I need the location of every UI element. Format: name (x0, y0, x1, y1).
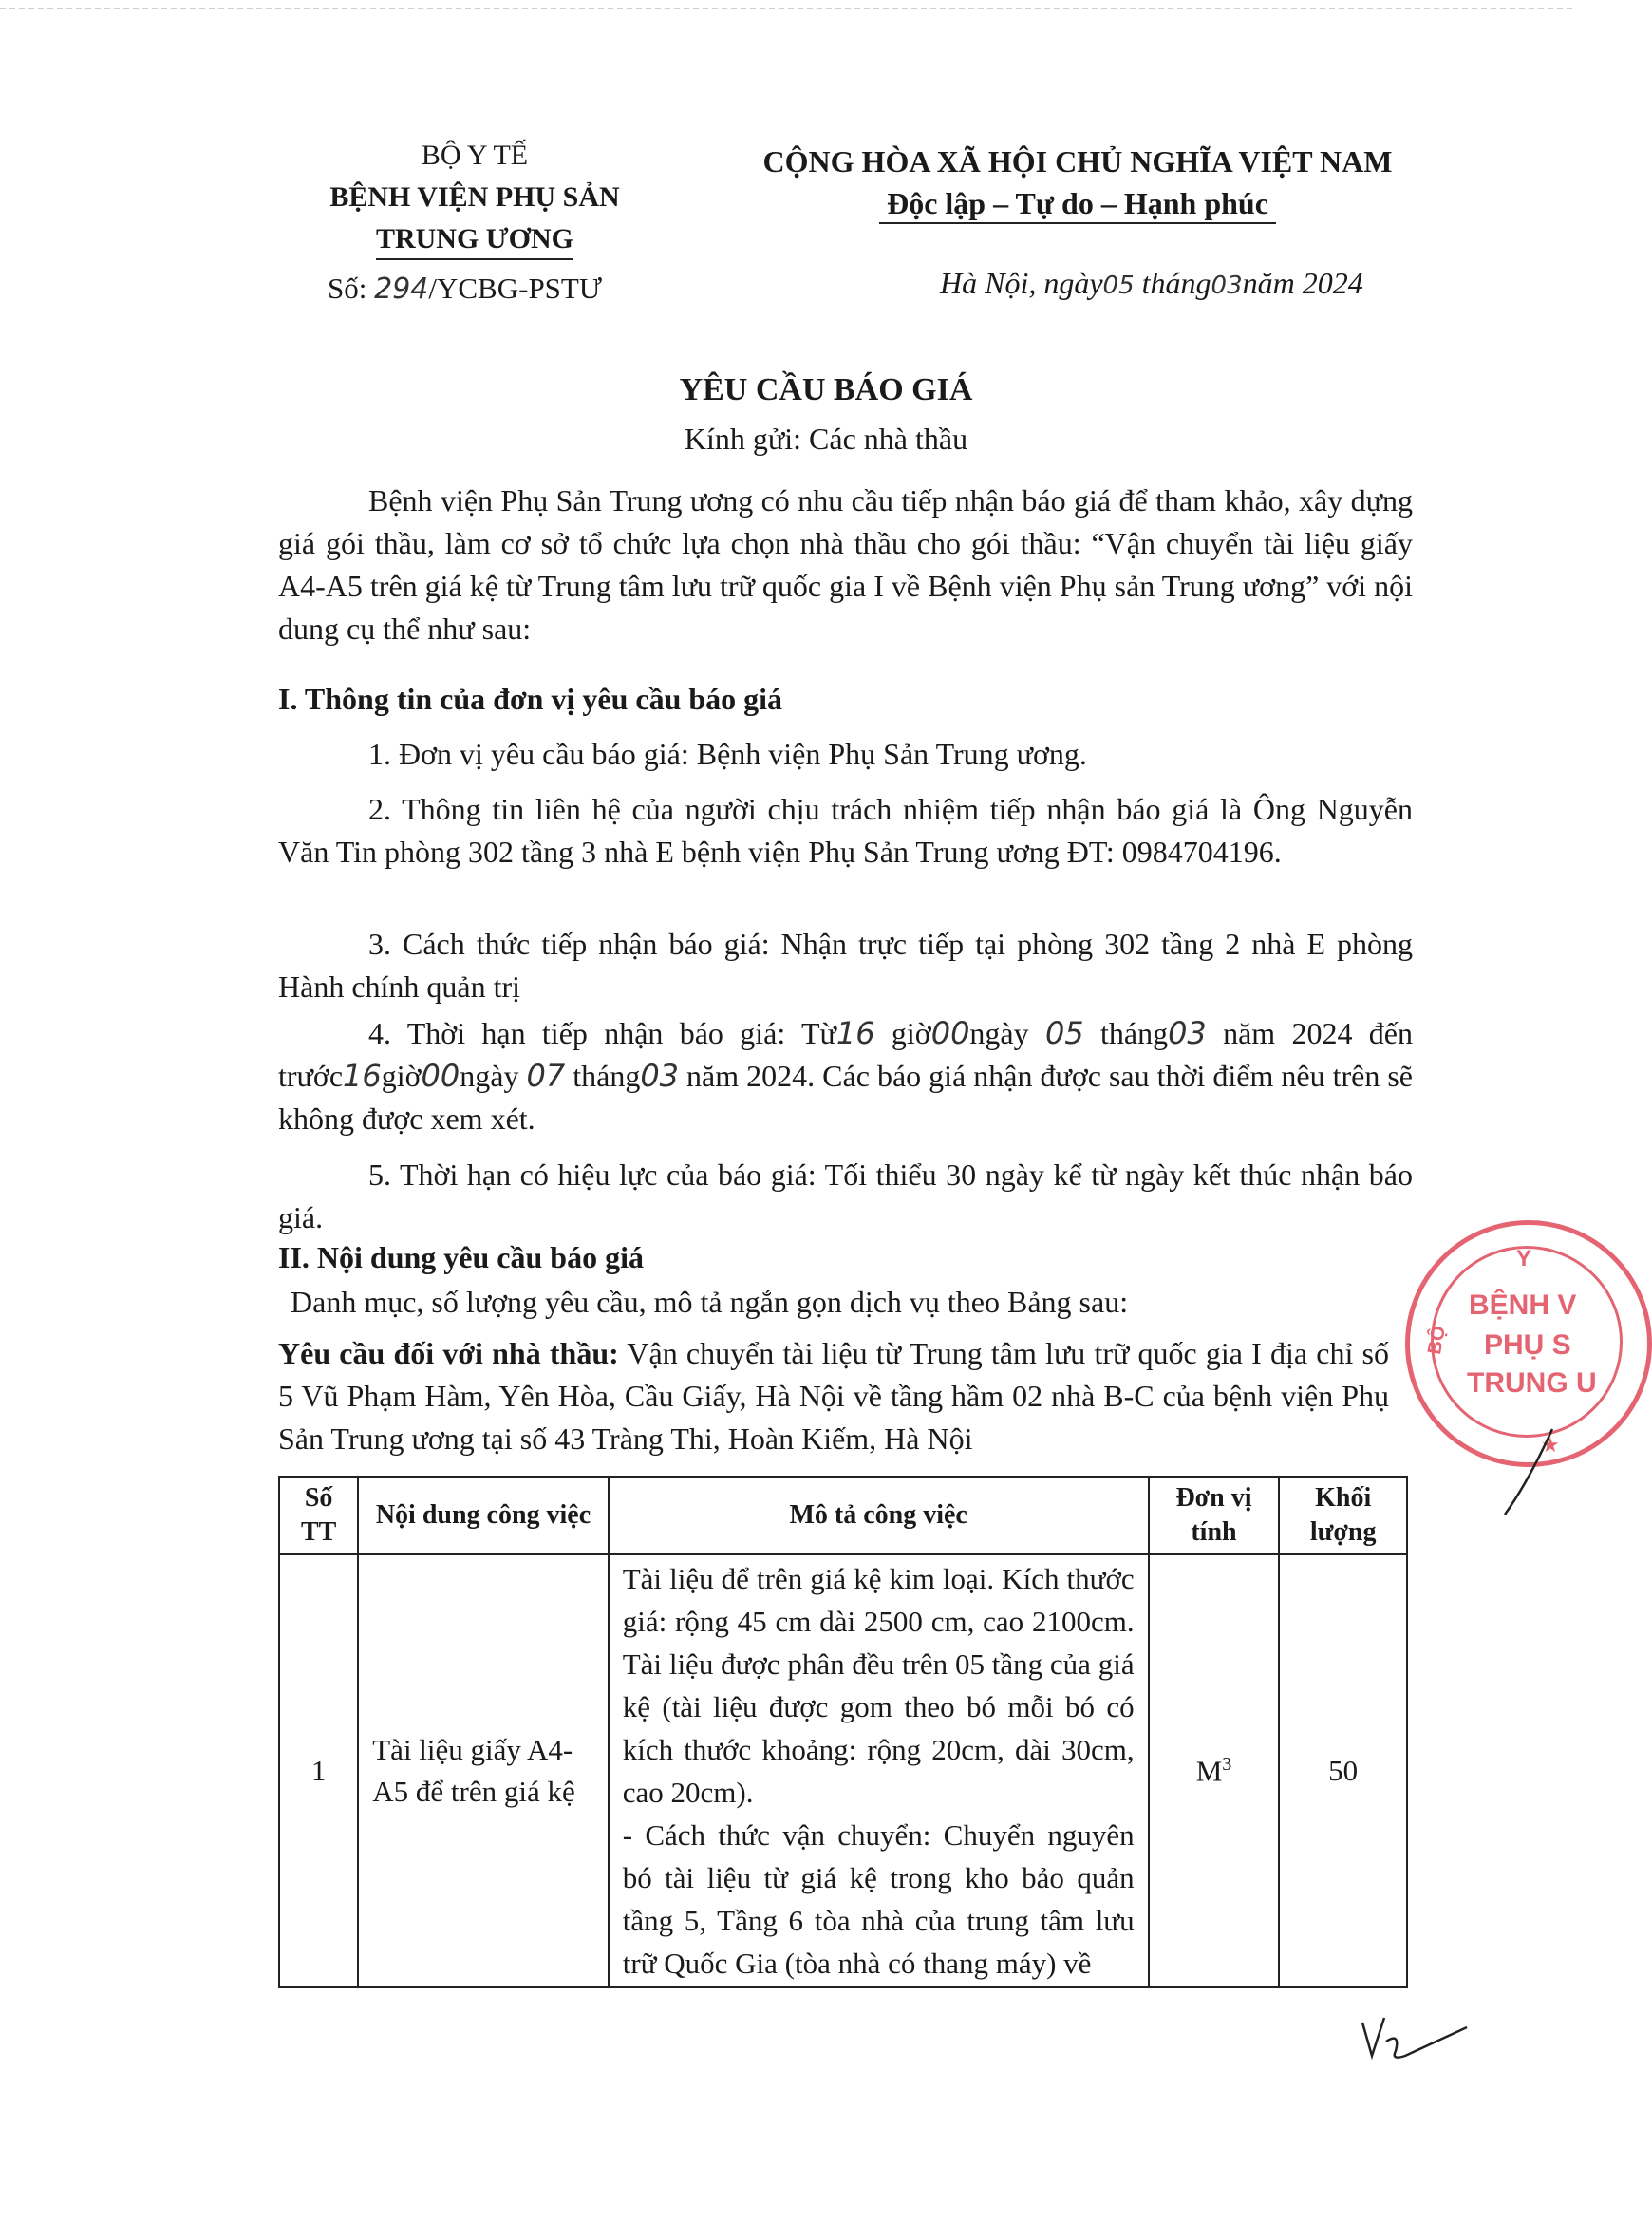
item4-text-i: tháng (573, 1059, 641, 1093)
hospital-name-line1: BỆNH VIỆN PHỤ SẢN (329, 181, 620, 213)
col-header-unit: Đơn vị tính (1149, 1477, 1280, 1554)
date-month-handwritten: 03 (1211, 272, 1243, 300)
requirements-label: Yêu cầu đối với nhà thầu: (278, 1336, 619, 1370)
item4-text-j: năm 2024. Các báo giá nhận được sau thời điểm nêu trên sẽ không được xem xét. (278, 1059, 1413, 1136)
ministry-name: BỘ Y TẾ (421, 140, 529, 171)
date-year: năm 2024 (1242, 266, 1363, 300)
republic-name: CỘNG HÒA XÃ HỘI CHỦ NGHĨA VIỆT NAM (762, 144, 1393, 179)
section1-item5: 5. Thời hạn có hiệu lực của báo giá: Tối thiểu 30 ngày kể từ ngày kết thúc nhận báo giá. (278, 1158, 1413, 1234)
reference-number (328, 272, 602, 306)
intro-paragraph: Bệnh viện Phụ Sản Trung ương có nhu cầu tiếp nhận báo giá để tham khảo, xây dựng giá gói thầu, làm cơ sở tổ chức lựa chọn nhà thầu cho gói thầu: “Vận chuyển tài liệu giấy A4-A5 trên giá kệ từ Trung tâm lưu trữ quốc gia I về Bệnh viện Phụ sản Trung ương” với nội dung cụ thể như sau: (278, 483, 1413, 646)
col-header-description: Mô tả công việc (609, 1477, 1149, 1554)
section1-item1: 1. Đơn vị yêu cầu báo giá: Bệnh viện Phụ Sản Trung ương. (368, 737, 1087, 771)
col-header-no: Số TT (279, 1477, 358, 1554)
cell-unit (1149, 1554, 1280, 1987)
issue-date (940, 266, 1363, 301)
col-header-quantity: Khối lượng (1279, 1477, 1407, 1554)
stamp-line2: PHỤ S (1484, 1329, 1571, 1361)
item4-text-f: năm 2024 đến trước (278, 1016, 1414, 1093)
description-part1: Tài liệu để trên giá kệ kim loại. Kích thước giá: rộng 45 cm dài 2500 cm, cao 2100cm. Tài liệu được phân đều trên 05 tầng của giá kệ (tài liệu được gom theo bó mỗi bó có kích thước khoảng: rộng 20cm, dài 30cm, cao 20cm). (622, 1562, 1135, 1809)
table-row (279, 1554, 1407, 1987)
item4-month1-handwritten: 03 (1168, 1015, 1207, 1051)
salutation: Kính gửi: Các nhà thầu (684, 422, 968, 456)
stamp-top-letter: Y (1516, 1246, 1532, 1271)
item4-hour2-handwritten: 16 (343, 1058, 382, 1094)
item4-day1-handwritten: 05 (1044, 1015, 1084, 1051)
item4-text-e: tháng (1099, 1016, 1169, 1050)
section2-heading: II. Nội dung yêu cầu báo giá (278, 1240, 644, 1274)
item4-minute2-handwritten: 00 (421, 1058, 460, 1094)
republic-header (750, 141, 1405, 224)
item4-month2-handwritten: 03 (640, 1058, 680, 1094)
item4-hour1-handwritten: 16 (835, 1015, 875, 1051)
cell-no: 1 (279, 1554, 358, 1987)
top-scan-line (0, 8, 1572, 9)
quotation-table (278, 1476, 1408, 1988)
stamp-line3: TRUNG U (1467, 1367, 1597, 1399)
description-part2: - Cách thức vận chuyển: Chuyển nguyên bó tài liệu từ giá kệ trong kho bảo quản tầng 5, Tầng 6 tòa nhà của trung tâm lưu trữ Quốc Gia (tòa nhà có thang máy) về (622, 1818, 1135, 1980)
item4-text-h: ngày (460, 1059, 519, 1093)
stamp-star-icon: ★ (1541, 1434, 1560, 1458)
cell-description (609, 1554, 1149, 1987)
table-header-row (279, 1477, 1407, 1554)
cell-quantity: 50 (1279, 1554, 1407, 1987)
item4-text-g: giờ (381, 1059, 422, 1093)
ministry-header (275, 135, 674, 260)
col-header-content: Nội dung công việc (358, 1477, 608, 1554)
ref-prefix: Số: (328, 272, 367, 305)
section1-item3: 3. Cách thức tiếp nhận báo giá: Nhận trực tiếp tại phòng 302 tầng 2 nhà E phòng Hành chính quản trị (278, 927, 1413, 1004)
date-prefix: Hà Nội, ngày (940, 266, 1103, 300)
initials-signature (1358, 2004, 1472, 2070)
stamp-line1: BỆNH V (1469, 1289, 1577, 1321)
ref-suffix: /YCBG-PSTƯ (428, 272, 602, 305)
requirements-text: Vận chuyển tài liệu từ Trung tâm lưu trữ quốc gia I địa chỉ số 5 Vũ Phạm Hàm, Yên Hòa, Cầu Giấy, Hà Nội về tầng hầm 02 nhà B-C của bệnh viện Phụ Sản Trung ương tại số 43 Tràng Thi, Hoàn Kiếm, Hà Nội (278, 1336, 1390, 1456)
unit-superscript: 3 (1222, 1753, 1232, 1775)
item4-text-c: ngày (969, 1016, 1029, 1050)
signature-mark (1500, 1424, 1557, 1519)
national-motto: Độc lập – Tự do – Hạnh phúc (879, 184, 1276, 224)
stamp-side-text: BỘ (1424, 1324, 1450, 1357)
item4-text-b: giờ (891, 1016, 931, 1050)
hospital-name-line2: TRUNG ƯƠNG (376, 220, 573, 260)
item4-day2-handwritten: 07 (526, 1058, 566, 1094)
section1-item4 (278, 1012, 1413, 1140)
date-day-handwritten: 05 (1102, 272, 1135, 300)
contractor-requirements (278, 1332, 1389, 1460)
date-month-word: tháng (1141, 266, 1211, 300)
unit-base: M (1195, 1754, 1223, 1788)
section1-item2: 2. Thông tin liên hệ của người chịu trách nhiệm tiếp nhận báo giá là Ông Nguyễn Văn Tin phòng 302 tầng 3 nhà E bệnh viện Phụ Sản Trung ương ĐT: 0984704196. (278, 792, 1413, 869)
ref-handwritten-number: 294 (374, 273, 429, 306)
item4-minute1-handwritten: 00 (930, 1015, 970, 1051)
section1-heading: I. Thông tin của đơn vị yêu cầu báo giá (278, 682, 783, 716)
item4-text-a: 4. Thời hạn tiếp nhận báo giá: Từ (368, 1016, 836, 1050)
cell-content: Tài liệu giấy A4-A5 để trên giá kệ (358, 1554, 608, 1987)
section2-list-intro: Danh mục, số lượng yêu cầu, mô tả ngắn gọn dịch vụ theo Bảng sau: (291, 1285, 1129, 1319)
document-title: YÊU CẦU BÁO GIÁ (679, 372, 973, 407)
